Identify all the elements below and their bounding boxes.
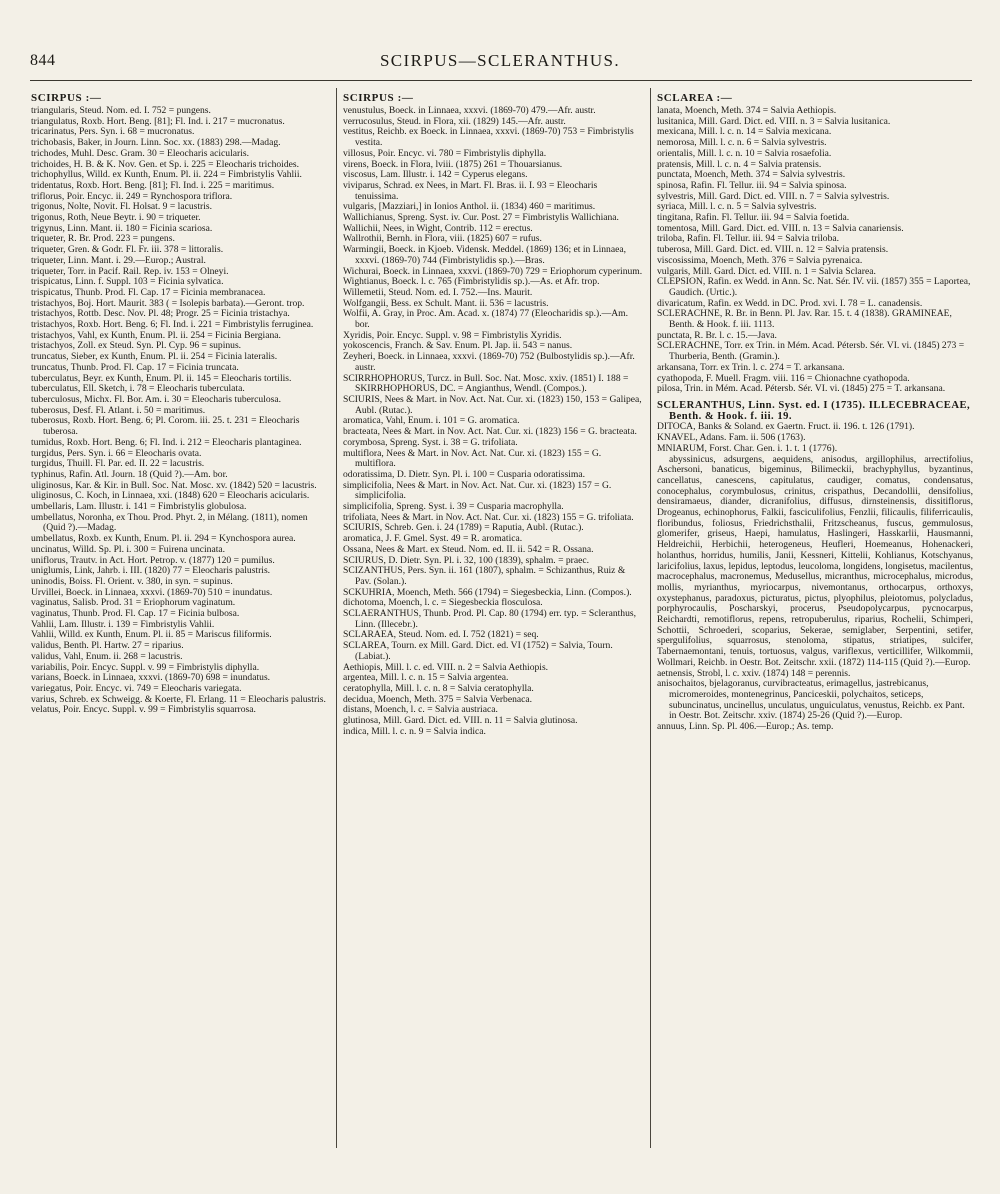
index-entry: sylvestris, Mill. Gard. Dict. ed. VIII. n. 7 = Salvia sylvestris. xyxy=(657,190,890,202)
index-entry: tristachyos, Rottb. Desc. Nov. Pl. 48; Progr. 25 = Ficinia tristachya. xyxy=(31,308,290,320)
genus-heading xyxy=(657,401,973,422)
index-entry: validus, Benth. Pl. Hartw. 27 = riparius. xyxy=(31,640,184,652)
index-entry: trichophyllus, Willd. ex Kunth, Enum. Pl. ii. 224 = Fimbristylis Vahlii. xyxy=(31,169,302,181)
column-divider xyxy=(650,88,651,1148)
index-entry: SCIRRHOPHORUS, Turcz. in Bull. Soc. Nat. Mosc. xxiv. (1851) I. 188 = SKIRRHOPHORUS, DC. = Angianthus, Wendl. (Compos.). xyxy=(343,372,629,395)
index-entry: argentea, Mill. l. c. n. 15 = Salvia argentea. xyxy=(343,672,509,684)
index-entry: aetnensis, Strobl, l. c. xxiv. (1874) 148 = perennis. xyxy=(657,667,851,679)
index-entry: SCIURIS, Schreb. Gen. i. 24 (1789) = Raputia, Aubl. (Rutac.). xyxy=(343,522,584,534)
index-entry: tristachyos, Zoll. ex Steud. Syn. Pl. Cyp. 96 = supinus. xyxy=(31,340,242,352)
index-entry: typhinus, Rafin. Atl. Journ. 18 (Quid ?).—Am. bor. xyxy=(31,468,228,480)
index-entry: punctata, R. Br. l. c. 15.—Java. xyxy=(657,329,777,341)
index-entry: uniglumis, Link, Jahrb. i. III. (1820) 77 = Eleocharis palustris. xyxy=(31,565,271,577)
index-entry: tingitana, Rafin. Fl. Tellur. iii. 94 = Salvia foetida. xyxy=(657,212,850,224)
index-entry: trifoliata, Nees & Mart. in Nov. Act. Nat. Cur. xi. (1823) 155 = G. trifoliata. xyxy=(343,511,634,523)
index-entry: triangulatus, Roxb. Hort. Beng. [81]; Fl. Ind. i. 217 = mucronatus. xyxy=(31,115,285,127)
index-entry: syriaca, Mill. l. c. n. 5 = Salvia sylvestris. xyxy=(657,201,817,213)
index-entry: corymbosa, Spreng. Syst. i. 38 = G. trifoliata. xyxy=(343,436,518,448)
index-entry: viscosus, Lam. Illustr. i. 142 = Cyperus elegans. xyxy=(343,169,528,181)
index-entry: spinosa, Rafin. Fl. Tellur. iii. 94 = Salvia spinosa. xyxy=(657,179,847,191)
index-entry: Zeyheri, Boeck. in Linnaea, xxxvi. (1869-70) 752 (Bulbostylidis sp.).—Afr. austr. xyxy=(343,351,635,373)
index-entry: Wallichii, Nees, in Wight, Contrib. 112 = erectus. xyxy=(343,222,533,234)
index-entry: trigonus, Roth, Neue Beytr. i. 90 = triqueter. xyxy=(31,212,201,224)
index-entry: trispicatus, Linn. f. Suppl. 103 = Ficinia sylvatica. xyxy=(31,276,224,288)
index-entry: tristachyos, Vahl, ex Kunth, Enum. Pl. ii. 254 = Ficinia Bergiana. xyxy=(31,329,281,341)
index-entry: orientalis, Mill. l. c. n. 10 = Salvia rosaefolia. xyxy=(657,147,832,159)
index-entry: triflorus, Poir. Encyc. ii. 249 = Rynchospora triflora. xyxy=(31,190,233,202)
index-entry: punctata, Moench, Meth. 374 = Salvia sylvestris. xyxy=(657,169,846,181)
index-entry: Wolfii, A. Gray, in Proc. Am. Acad. x. (1874) 77 (Eleocharidis sp.).—Am. bor. xyxy=(343,308,629,331)
index-entry: tuberosus, Desf. Fl. Atlant. i. 50 = maritimus. xyxy=(31,404,206,416)
index-entry: Xyridis, Poir. Encyc. Suppl. v. 98 = Fimbristylis Xyridis. xyxy=(343,329,562,341)
index-entry: variabilis, Poir. Encyc. Suppl. v. 99 = Fimbristylis diphylla. xyxy=(31,661,260,673)
genus-list xyxy=(343,374,643,738)
index-entry: vaginatus, Salisb. Prod. 31 = Eriophorum vaginatum. xyxy=(31,597,236,609)
index-entry: umbellatus, Noronha, ex Thou. Prod. Phyt. 2, in Mélang. (1811), nomen (Quid ?).—Madag. xyxy=(31,511,308,534)
index-entry: pilosa, Trin. in Mém. Acad. Pétersb. Sér. VI. vi. (1845) 275 = T. arkansana. xyxy=(657,383,946,395)
index-entry: SCIURUS, D. Dietr. Syn. Pl. i. 32, 100 (1839), sphalm. = praec. xyxy=(343,554,590,566)
index-entry: tristachyos, Boj. Hort. Maurit. 383 ( = Isolepis barbata).—Geront. trop. xyxy=(31,297,305,309)
index-entry: triqueter, Torr. in Pacif. Rail. Rep. iv. 153 = Olneyi. xyxy=(31,265,229,277)
index-entry: indica, Mill. l. c. n. 9 = Salvia indica. xyxy=(343,725,486,737)
index-entry: Vahlii, Willd. ex Kunth, Enum. Pl. ii. 85 = Mariscus filiformis. xyxy=(31,629,272,641)
index-entry: yokoscencis, Franch. & Sav. Enum. Pl. Jap. ii. 543 = nanus. xyxy=(343,340,573,352)
index-entry: velatus, Poir. Encyc. Suppl. v. 99 = Fimbristylis squarrosa. xyxy=(31,704,256,716)
index-entry: SCLAREA, Tourn. ex Mill. Gard. Dict. ed. VI (1752) = Salvia, Tourn. (Labiat.). xyxy=(343,640,613,662)
index-entry: SCIZANTHUS, Pers. Syn. ii. 161 (1807), sphalm. = Schizanthus, Ruiz & Pav. (Solan.). xyxy=(343,565,626,587)
index-entry: mexicana, Mill. l. c. n. 14 = Salvia mexicana. xyxy=(657,126,832,138)
index-entry: tuberculatus, Ell. Sketch, i. 78 = Eleocharis tuberculata. xyxy=(31,383,245,395)
index-entry: varius, Schreb. ex Schweigg. & Koerte, Fl. Erlang. 11 = Eleocharis palustris. xyxy=(31,693,326,705)
index-entry: tuberculosus, Michx. Fl. Bor. Am. i. 30 = Eleocharis tuberculosa. xyxy=(31,393,282,405)
index-entry: aromatica, J. F. Gmel. Syst. 49 = R. aromatica. xyxy=(343,533,523,545)
index-entry: trichodes, Muhl. Desc. Gram. 30 = Eleocharis acicularis. xyxy=(31,147,250,159)
index-entry: umbellatus, Roxb. ex Kunth, Enum. Pl. ii. 294 = Kynchospora aurea. xyxy=(31,533,296,545)
index-entry: Vahlii, Lam. Illustr. i. 139 = Fimbristylis Vahlii. xyxy=(31,618,215,630)
index-entry: SCLERACHNE, Torr. ex Trin. in Mém. Acad. Pétersb. Sér. VI. vi. (1845) 273 = Thurberia, Benth. (Gramin.). xyxy=(657,340,965,363)
column-3 xyxy=(657,92,973,1142)
index-entry: uliginosus, C. Koch, in Linnaea, xxi. (1848) 620 = Eleocharis acicularis. xyxy=(31,490,310,502)
index-entry: triqueter, R. Br. Prod. 223 = pungens. xyxy=(31,233,175,245)
index-entry: arkansana, Torr. ex Trin. l. c. 274 = T. arkansana. xyxy=(657,361,845,373)
index-entry: trichoides, H. B. & K. Nov. Gen. et Sp. i. 225 = Eleocharis trichoides. xyxy=(31,158,300,170)
index-entry: tristachyos, Roxb. Hort. Beng. 6; Fl. Ind. i. 221 = Fimbristylis ferruginea. xyxy=(31,319,314,331)
index-entry: vaginatus, Thunb. Prod. Fl. Cap. 17 = Ficinia bulbosa. xyxy=(31,608,240,620)
index-entry: villosus, Poir. Encyc. vi. 780 = Fimbristylis diphylla. xyxy=(343,147,547,159)
index-entry: uliginosus, Kar. & Kir. in Bull. Soc. Nat. Mosc. xv. (1842) 520 = lacustris. xyxy=(31,479,317,491)
index-entry: triqueter, Linn. Mant. i. 29.—Europ.; Austral. xyxy=(31,254,206,266)
index-entry: varians, Boeck. in Linnaea, xxxvi. (1869-70) 698 = inundatus. xyxy=(31,672,271,684)
index-entry: verrucosulus, Steud. in Flora, xii. (1829) 145.—Afr. austr. xyxy=(343,115,566,127)
index-entry: virens, Boeck. in Flora, lviii. (1875) 261 = Thouarsianus. xyxy=(343,158,563,170)
index-entry: vestitus, Reichb. ex Boeck. in Linnaea, xxxvi. (1869-70) 753 = Fimbristylis vestita. xyxy=(343,126,634,149)
index-entry: anisochaitos, bjelagoranus, curvibracteatus, erimagellus, jastrebicanus, micromeroides, montenegrinus, Panciceskii, polychaitos, seticeps, subuncinatus, uncinellus, unculatus, unguiculatus, venustus, Reichb. ex Pant. in Oestr. Bot. Zeitschr. xxiv. (1874) 25-26 (Quid ?).—Europ. xyxy=(657,678,965,722)
index-entry: SCLERACHNE, R. Br. in Benn. Pl. Jav. Rar. 15. t. 4 (1838). GRAMINEAE, Benth. & Hook. f. iii. 1113. xyxy=(657,308,952,331)
index-entry: Wallichianus, Spreng. Syst. iv. Cur. Post. 27 = Fimbristylis Wallichiana. xyxy=(343,212,619,224)
index-entry: venustulus, Boeck. in Linnaea, xxxvi. (1869-70) 479.—Afr. austr. xyxy=(343,105,596,116)
entry-list xyxy=(31,106,328,716)
column-head: SCIRPUS :— xyxy=(31,92,102,104)
species-paragraph: abyssinicus, adsurgens, aequidens, anisodus, argillophilus, arrectifolius, Aschersoni, banaticus, bigeminus, Bilimeckii, brachyphyllus, byzantinus, cancellatus, canescens, capitulatus, caudiger, comatus, condensatus, conocephalus, corymbulosus, crinitus, crispathus, Decandollii, densifolius, densiramaeus, diander, dicranifolius, diffusus, dirnsteinensis, dissitiflorus, Drogeanus, echinophorus, Falkii, fasciculifolius, Fenzlii, filicaulis, filiferricaulis, floribundus, foliosus, Friedrichsthalii, Fritzscheanus, fuscus, gemmulosus, glomerifer, griseus, Haepi, hamulatus, Haslingeri, Hasskarlii, Hausmanni, Heldreichii, Herbichii, heterogeneus, Heufleri, Hoemeanus, Hohenackeri, holanthus, horridus, humilis, Janii, Kessneri, Kittelii, Kohlianus, Kotschyanus, laricifolius, laxus, lepidus, leptodus, leucoloma, longidens, longisetus, macilentus, macrocephalus, macronemus, Medusellus, micranthus, microcephalus, microdus, mollis, myrianthus, myriocarpus, nivemontanus, orthocarpus, orthoxys, oxystephanus, paradoxus, picturatus, pictus, plyophilus, pleiotomus, polycladus, porphyrocaulis, Poscharskyi, procerus, Pseudopolycarpus, pycnocarpus, Reichardti, remotiflorus, repens, retropuberulus, riparius, Rochelii, Schimperi, Schottii, Schroederi, scoparius, Sekerae, semiglaber, Serpentini, setifer, spergulifolius, squarrosus, stenoloma, stipatus, striatipes, sulcifer, Tabernaemontani, tenuis, tortuosus, valgus, variflexus, verticillifer, Wilkommii, Wollmari, Reichb. in Oestr. Bot. Zeitschr. xxii. (1872) 114-115 (Quid ?).—Europ. xyxy=(657,453,973,668)
index-entry: annuus, Linn. Sp. Pl. 406.—Europ.; As. temp. xyxy=(657,721,834,733)
index-entry: Wightianus, Boeck. l. c. 765 (Fimbristylidis sp.).—As. et Afr. trop. xyxy=(343,276,600,288)
index-entry: tricarinatus, Pers. Syn. i. 68 = mucronatus. xyxy=(31,126,195,138)
index-entry: pratensis, Mill. l. c. n. 4 = Salvia pratensis. xyxy=(657,158,822,170)
index-entry: tumidus, Roxb. Hort. Beng. 6; Fl. Ind. i. 212 = Eleocharis plantaginea. xyxy=(31,436,302,448)
index-entry: simplicifolia, Nees & Mart. in Nov. Act. Nat. Cur. xi. (1823) 157 = G. simplicifolia. xyxy=(343,479,612,502)
scleranthus-heading: SCLERANTHUS, Linn. Syst. ed. I (1735). ILLECEBRACEAE, Benth. & Hook. f. iii. 19. xyxy=(657,399,971,422)
index-entry: trigynus, Linn. Mant. ii. 180 = Ficinia scariosa. xyxy=(31,222,213,234)
index-entry: CLEPSION, Rafin. ex Wedd. in Ann. Sc. Nat. Sér. IV. vii. (1857) 355 = Laportea, Gaudich. (Urtic.). xyxy=(657,276,971,298)
index-entry: lanata, Moench, Meth. 374 = Salvia Aethiopis. xyxy=(657,105,837,116)
index-entry: validus, Vahl, Enum. ii. 268 = lacustris. xyxy=(31,650,183,662)
index-entry: multiflora, Nees & Mart. in Nov. Act. Nat. Cur. xi. (1823) 155 = G. multiflora. xyxy=(343,447,602,470)
index-entry: lusitanica, Mill. Gard. Dict. ed. VIII. n. 3 = Salvia lusitanica. xyxy=(657,115,891,127)
column-2 xyxy=(343,92,643,1142)
index-entry: viscosissima, Moench, Meth. 376 = Salvia pyrenaica. xyxy=(657,254,863,266)
index-entry: triangularis, Steud. Nom. ed. I. 752 = pungens. xyxy=(31,105,211,116)
index-entry: turgidus, Thuill. Fl. Par. ed. II. 22 = lacustris. xyxy=(31,458,205,470)
index-entry: Ossana, Nees & Mart. ex Steud. Nom. ed. II. ii. 542 = R. Ossana. xyxy=(343,543,594,555)
column-divider xyxy=(336,88,337,1148)
index-entry: umbellaris, Lam. Illustr. i. 141 = Fimbristylis globulosa. xyxy=(31,501,247,513)
index-entry: viviparus, Schrad. ex Nees, in Mart. Fl. Bras. ii. I. 93 = Eleocharis tenuissima. xyxy=(343,179,598,202)
column-head: SCLAREA :— xyxy=(657,92,733,104)
index-entry: glutinosa, Mill. Gard. Dict. ed. VIII. n. 11 = Salvia glutinosa. xyxy=(343,715,578,727)
index-entry: triloba, Rafin. Fl. Tellur. iii. 94 = Salvia triloba. xyxy=(657,233,840,245)
index-entry: SCLARAEA, Steud. Nom. ed. I. 752 (1821) = seq. xyxy=(343,629,539,641)
running-title: SCIRPUS—SCLERANTHUS. xyxy=(379,51,621,70)
index-entry: aromatica, Vahl, Enum. i. 101 = G. aromatica. xyxy=(343,415,520,427)
index-entry: Wolfgangii, Bess. ex Schult. Mant. ii. 536 = lacustris. xyxy=(343,297,549,309)
index-entry: tuberculatus, Beyr. ex Kunth, Enum. Pl. ii. 145 = Eleocharis tortilis. xyxy=(31,372,292,384)
index-entry: Warmingii, Boeck. in Kjoeb. Vidensk. Meddel. (1869) 136; et in Linnaea, xxxvi. (1869-70) 744 (Fimbristylidis sp.).—Bras. xyxy=(343,244,627,266)
index-entry: SCKUHRIA, Moench, Meth. 566 (1794) = Siegesbeckia, Linn. (Compos.). xyxy=(343,586,632,598)
index-entry: Wichurai, Boeck. in Linnaea, xxxvi. (1869-70) 729 = Eriophorum cyperinum. xyxy=(343,265,643,277)
index-entry: nemorosa, Mill. l. c. n. 6 = Salvia sylvestris. xyxy=(657,137,827,149)
index-entry: divaricatum, Rafin. ex Wedd. in DC. Prod. xvi. I. 78 = L. canadensis. xyxy=(657,297,923,309)
entry-list xyxy=(343,106,643,374)
index-entry: cyathopoda, F. Muell. Fragm. viii. 116 = Chionachne cyathopoda. xyxy=(657,372,910,384)
index-entry: SCIURIS, Nees & Mart. in Nov. Act. Nat. Cur. xi. (1823) 150, 153 = Galipea, Aubl. (Rutac.). xyxy=(343,393,642,416)
index-entry: bracteata, Nees & Mart. in Nov. Act. Nat. Cur. xi. (1823) 156 = G. bracteata. xyxy=(343,426,637,438)
index-entry: ceratophylla, Mill. l. c. n. 8 = Salvia ceratophylla. xyxy=(343,682,534,694)
genus-list xyxy=(657,277,973,395)
index-entry: vulgaris, Mill. Gard. Dict. ed. VIII. n. 1 = Salvia Sclarea. xyxy=(657,265,876,277)
index-entry: vulgaris, [Mazziari,] in Ionios Anthol. ii. (1834) 460 = maritimus. xyxy=(343,201,596,213)
index-entry: distans, Moench, l. c. = Salvia austriaca. xyxy=(343,704,498,716)
index-entry: turgidus, Pers. Syn. i. 66 = Eleocharis ovata. xyxy=(31,447,202,459)
entry-list xyxy=(657,106,973,277)
entry-list xyxy=(657,669,973,733)
index-entry: Urvillei, Boeck. in Linnaea, xxxvi. (1869-70) 510 = inundatus. xyxy=(31,586,273,598)
index-entry: tomentosa, Mill. Gard. Dict. ed. VIII. n. 13 = Salvia canariensis. xyxy=(657,222,904,234)
synonym-entry: KNAVEL, Adans. Fam. ii. 506 (1763). xyxy=(657,432,806,444)
synonym-entry: MNIARUM, Forst. Char. Gen. i. 1. t. 1 (1776). xyxy=(657,442,838,454)
index-entry: tuberosus, Roxb. Hort. Beng. 6; Pl. Corom. iii. 25. t. 231 = Eleocharis tuberosa. xyxy=(31,415,300,438)
index-entry: tuberosa, Mill. Gard. Dict. ed. VIII. n. 12 = Salvia pratensis. xyxy=(657,244,889,256)
index-entry: uniflorus, Trautv. in Act. Hort. Petrop. v. (1877) 120 = pumilus. xyxy=(31,554,275,566)
index-entry: triqueter, Gren. & Godr. Fl. Fr. iii. 378 = littoralis. xyxy=(31,244,224,256)
index-entry: uncinatus, Willd. Sp. Pl. i. 300 = Fuirena uncinata. xyxy=(31,543,226,555)
index-entry: variegatus, Poir. Encyc. vi. 749 = Eleocharis variegata. xyxy=(31,682,242,694)
index-entry: truncatus, Sieber, ex Kunth, Enum. Pl. ii. 254 = Ficinia lateralis. xyxy=(31,351,278,363)
index-entry: Aethiopis, Mill. l. c. ed. VIII. n. 2 = Salvia Aethiopis. xyxy=(343,661,549,673)
synonym-list xyxy=(657,422,973,454)
column-1 xyxy=(31,92,328,1142)
index-entry: trichobasis, Baker, in Journ. Linn. Soc. xx. (1883) 298.—Madag. xyxy=(31,137,281,149)
page-number: 844 xyxy=(30,52,56,69)
index-entry: odoratissima, D. Dietr. Syn. Pl. i. 100 = Cusparia odoratissima. xyxy=(343,468,586,480)
index-entry: trispicatus, Thunb. Prod. Fl. Cap. 17 = Ficinia membranacea. xyxy=(31,286,266,298)
index-entry: truncatus, Thunb. Prod. Fl. Cap. 17 = Ficinia truncata. xyxy=(31,361,239,373)
index-entry: SCLAERANTHUS, Thunb. Prod. Pl. Cap. 80 (1794) err. typ. = Scleranthus, Linn. (Illecebr.). xyxy=(343,608,637,630)
index-entry: Willemetii, Steud. Nom. ed. I. 752.—Ins. Maurit. xyxy=(343,286,533,298)
index-entry: Wallrothii, Bernh. in Flora, viii. (1825) 607 = rufus. xyxy=(343,233,542,245)
index-entry: tridentatus, Roxb. Hort. Beng. [81]; Fl. Ind. i. 225 = maritimus. xyxy=(31,179,275,191)
index-entry: simplicifolia, Spreng. Syst. i. 39 = Cusparia macrophylla. xyxy=(343,501,564,513)
header-rule xyxy=(30,80,972,81)
column-head: SCIRPUS :— xyxy=(343,92,414,104)
synonym-entry: DITOCA, Banks & Soland. ex Gaertn. Fruct. ii. 196. t. 126 (1791). xyxy=(657,421,915,433)
index-entry: decidua, Moench, Meth. 375 = Salvia Verbenaca. xyxy=(343,693,533,705)
index-entry: dichotoma, Moench, l. c. = Siegesbeckia flosculosa. xyxy=(343,597,543,609)
index-entry: trigonus, Nolte, Novit. Fl. Holsat. 9 = lacustris. xyxy=(31,201,213,213)
index-entry: uninodis, Boiss. Fl. Orient. v. 380, in syn. = supinus. xyxy=(31,575,233,587)
